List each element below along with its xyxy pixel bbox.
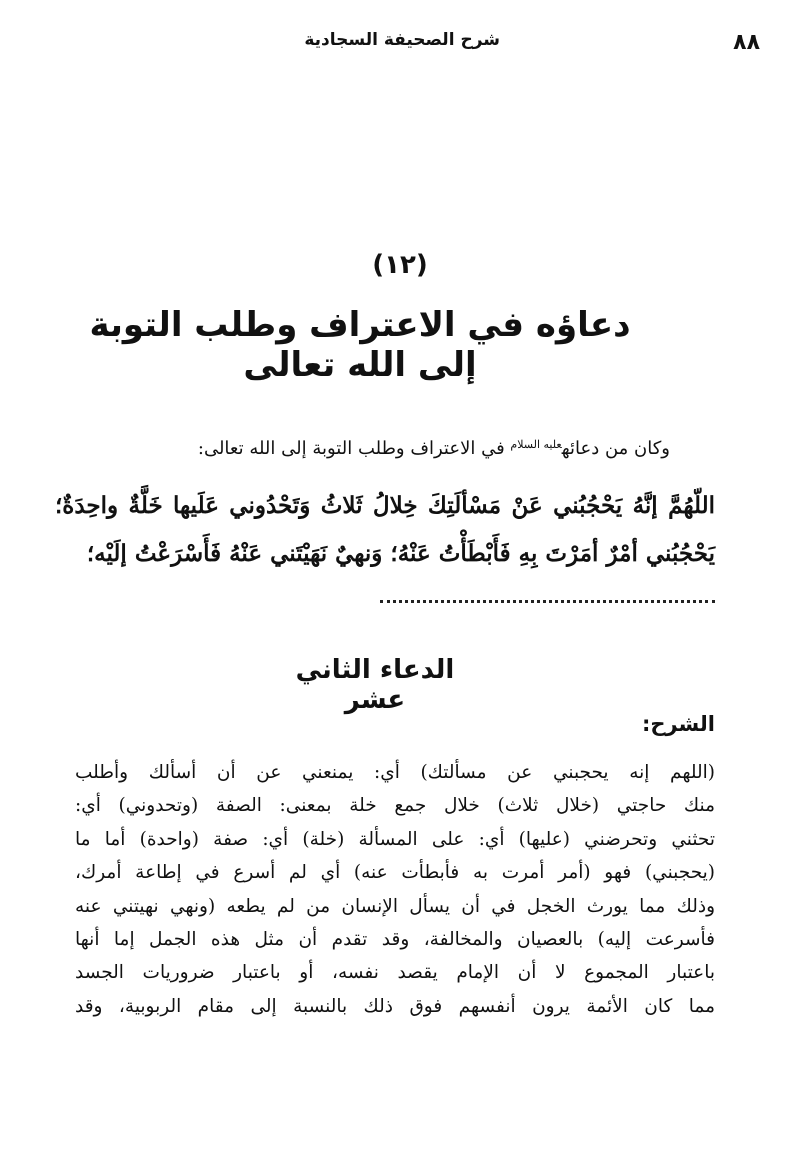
- running-header-title: شرح الصحيفة السجادية: [304, 30, 500, 50]
- supplication-text: اللّهُمَّ إنَّهُ يَحْجُبُني عَنْ مَسْألَتِكَ خِلالُ ثَلاثُ وَتَحْدُوني عَلَيها خَلَّةٌ واحِدَةٌ؛ يَحْجُبُني أمْرٌ أمَرْتَ بِهِ فَأَبْطَأْتُ عَنْهُ؛ وَنهيٌ نَهَيْتَني عَنْهُ فَأَسْرَعْتُ إلَيْه؛: [55, 492, 715, 567]
- commentary-line: (يحجبني) فهو (أمر أمرت به فأبطأت عنه) أي لم أسرع في إطاعة أمرك،: [75, 862, 715, 884]
- commentary-label: الشرح:: [641, 712, 715, 736]
- commentary-line: تحثني وتحرضني (عليها) أي: على المسألة (خلة) أي: صفة (واحدة) أما ما: [75, 828, 715, 850]
- calligraphy-heading: الدعاء الثاني عشر: [295, 655, 455, 715]
- commentary-line: فأسرعت إليه) بالعصيان والمخالفة، وقد تقدم أن مثل هذه الجمل إما أنها: [75, 928, 715, 950]
- commentary-line: (اللهم إنه يحجبني عن مسألتك) أي: يمنعني عن أن أسألك وأطلب: [75, 762, 715, 783]
- honorific-mark: عليه السلام: [510, 438, 562, 451]
- intro-after: في الاعتراف وطلب التوبة إلى الله تعالى:: [197, 438, 505, 459]
- supplication-number: (١٢): [372, 250, 428, 280]
- supplication-title: دعاؤه في الاعتراف وطلب التوبة إلى الله تعالى: [89, 305, 631, 385]
- intro-before: وكان من دعائه: [561, 438, 670, 459]
- supplication-intro: [60, 438, 670, 459]
- commentary-line: منك حاجتي (خلال ثلاث) خلال جمع خلة بمعنى: الصفة (وتحدوني) أي:: [75, 795, 715, 817]
- commentary-line: مما كان الأئمة يرون أنفسهم فوق ذلك بالنسبة إلى مقام الربوبية، وقد: [75, 995, 715, 1017]
- page-number: ٨٨: [733, 30, 760, 55]
- commentary-line: وذلك مما يورث الخجل في أن يسأل الإنسان من لم يطعه (ونهي نهيتني عنه: [75, 895, 715, 917]
- dotted-divider: [380, 600, 715, 603]
- commentary-body: [75, 756, 715, 1023]
- commentary-line: باعتبار المجموع لا أن الإمام يقصد نفسه، أو باعتبار ضروريات الجسد: [75, 962, 715, 984]
